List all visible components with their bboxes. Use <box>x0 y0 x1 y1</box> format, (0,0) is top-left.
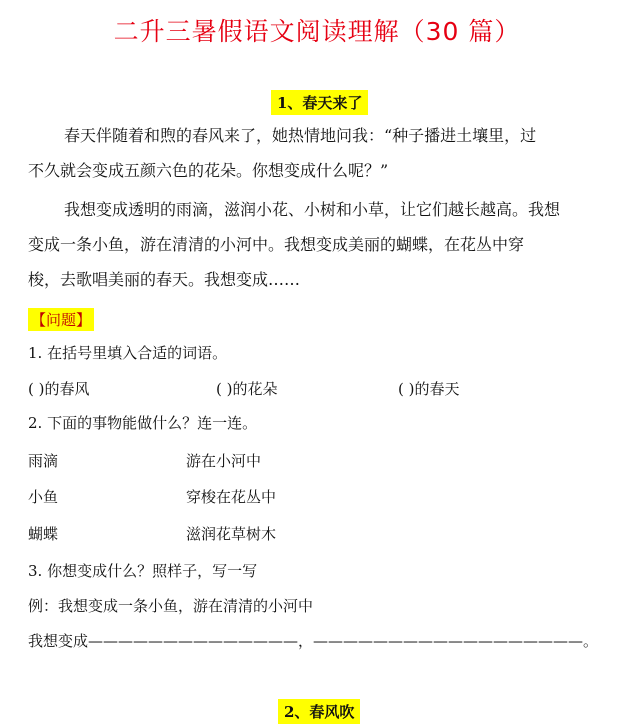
blank-flowers: ( )的花朵 <box>216 380 278 398</box>
section-1-heading: 1、春天来了 <box>271 90 368 115</box>
question-1: 1. 在括号里填入合适的词语。 <box>28 344 228 362</box>
document-title: 二升三暑假语文阅读理解（30 篇） <box>113 17 521 46</box>
blank-spring: ( )的春天 <box>398 380 460 398</box>
match-right-item: 穿梭在花丛中 <box>186 488 277 506</box>
passage-line-3: 我想变成透明的雨滴，滋润小花、小树和小草，让它们越长越高。我想 <box>64 200 561 219</box>
question-2: 2. 下面的事物能做什么？连一连。 <box>28 414 258 432</box>
question-3: 3. 你想变成什么？照样子，写一写 <box>28 562 258 580</box>
passage-line-1: 春天伴随着和煦的春风来了，她热情地问我：“种子播进土壤里，过 <box>64 126 537 145</box>
blank-spring-breeze: ( )的春风 <box>28 380 90 398</box>
passage-line-4: 变成一条小鱼，游在清清的小河中。我想变成美丽的蝴蝶，在花丛中穿 <box>28 235 525 254</box>
match-right-item: 游在小河中 <box>186 452 262 470</box>
match-left-item: 小鱼 <box>28 488 59 506</box>
question-3-example: 例：我想变成一条小鱼，游在清清的小河中 <box>28 597 314 615</box>
passage-line-5: 梭，去歌唱美丽的春天。我想变成…… <box>28 270 301 289</box>
questions-label: 【问题】 <box>28 308 94 331</box>
question-3-answer-line: 我想变成——————————————，——————————————————。 <box>28 632 599 650</box>
match-left-item: 蝴蝶 <box>28 525 59 543</box>
section-2-heading: 2、春风吹 <box>278 699 360 724</box>
match-right-item: 滋润花草树木 <box>186 525 277 543</box>
passage-line-2: 不久就会变成五颜六色的花朵。你想变成什么呢？” <box>28 161 389 180</box>
match-left-item: 雨滴 <box>28 452 59 470</box>
